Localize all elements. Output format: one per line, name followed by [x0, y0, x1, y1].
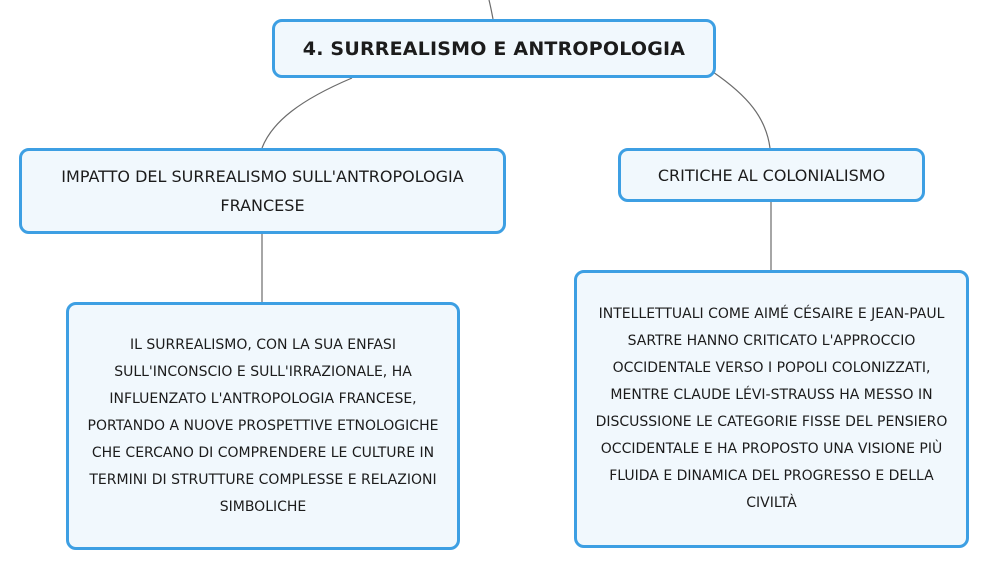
branch-label: CRITICHE AL COLONIALISMO [657, 165, 886, 185]
root-topic-label: 4. SURREALISMO E ANTROPOLOGIA [302, 37, 686, 60]
detail-node-impatto-surrealismo[interactable] [66, 302, 460, 550]
root-topic-node[interactable] [272, 19, 716, 78]
branch-label: IMPATTO DEL SURREALISMO SULL'ANTROPOLOGIA FRANCESE [61, 167, 464, 215]
detail-text: INTELLETTUALI COME AIMÉ CÉSAIRE E JEAN-PAUL SARTRE HANNO CRITICATO L'APPROCCIO OCCIDENTALE VERSO I POPOLI COLONIZZATI, MENTRE CLAUDE LÉVI-STRAUSS HA MESSO IN DISCUSSIONE LE CATEGORIE FISSE DEL PENSIERO OCCIDENTALE E HA PROPOSTO UNA VISIONE PIÙ FLUIDA E DINAMICA DEL PROGRESSO E DELLA CIVILTÀ [595, 306, 948, 511]
connector-root-to-branch-1 [262, 78, 352, 148]
connector-parent-to-root [489, 0, 493, 19]
branch-node-impatto-surrealismo[interactable] [19, 148, 506, 234]
detail-text: IL SURREALISMO, CON LA SUA ENFASI SULL'INCONSCIO E SULL'IRRAZIONALE, HA INFLUENZATO L'ANTROPOLOGIA FRANCESE, PORTANDO A NUOVE PROSPETTIVE ETNOLOGICHE CHE CERCANO DI COMPRENDERE LE CULTURE IN TERMINI DI STRUTTURE COMPLESSE E RELAZIONI SIMBOLICHE [87, 336, 439, 515]
connector-root-to-branch-2 [713, 72, 770, 148]
detail-node-critiche-colonialismo[interactable] [574, 270, 969, 548]
branch-node-critiche-colonialismo[interactable] [618, 148, 925, 202]
